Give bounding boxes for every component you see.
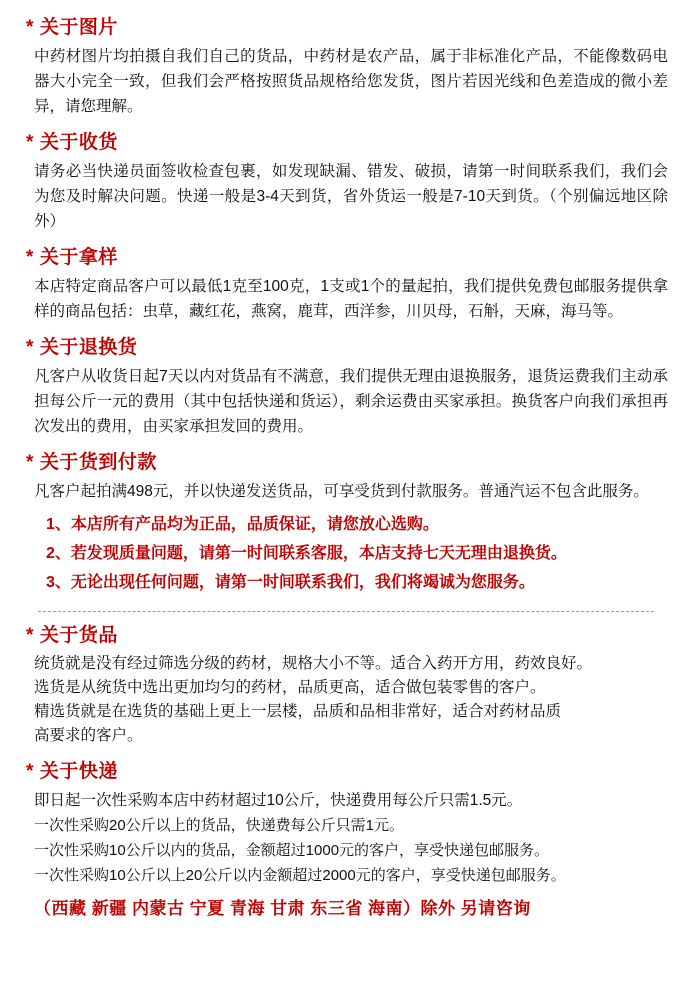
goods-line: 高要求的客户。: [34, 727, 143, 744]
section-heading-text: 关于图片: [39, 17, 118, 38]
shipping-exclusion-note: （西藏 新疆 内蒙古 宁夏 青海 甘肃 东三省 海南）除外 另请咨询: [34, 899, 531, 918]
list-item: 3、无论出现任何问题，请第一时间联系我们，我们将竭诚为您服务。: [46, 574, 535, 591]
shipping-line: 一次性采购10公斤以内的货品，金额超过1000元的客户，享受快递包邮服务。: [34, 842, 550, 859]
shipping-line: 即日起一次性采购本店中药材超过10公斤，快递费用每公斤只需1.5元。: [34, 792, 523, 809]
section-about-returns: [18, 334, 674, 439]
list-item: 1、本店所有产品均为正品，品质保证，请您放心选购。: [46, 516, 439, 533]
goods-line: 选货是从统货中选出更加均匀的药材，品质更高，适合做包装零售的客户。: [34, 679, 546, 696]
section-heading: [18, 244, 674, 272]
section-body: 凡客户从收货日起7天以内对货品有不满意，我们提供无理由退换服务，退货运费我们主动承担每公斤一元的费用（其中包括快递和货运），剩余运费由买家承担。换货客户向我们承担再次发出的费用，由买家承担发回的费用。: [34, 368, 668, 435]
section-body: 请务必当快递员面签收检查包裹，如发现缺漏、错发、破损，请第一时间联系我们，我们会为您及时解决问题。快递一般是3-4天到货，省外货运一般是7-10天到货。（个别偏远地区除外）: [34, 163, 668, 230]
section-heading-text: 关于快递: [39, 761, 118, 782]
section-about-shipping: [18, 758, 674, 922]
section-heading: [18, 129, 674, 157]
section-heading: [18, 334, 674, 362]
section-about-images: [18, 14, 674, 119]
star-icon: *: [26, 17, 34, 38]
dashed-divider: [38, 611, 654, 612]
section-heading: [18, 622, 674, 650]
section-about-goods: [18, 622, 674, 748]
section-heading: [18, 449, 674, 477]
goods-line: 精选货就是在选货的基础上更上一层楼，品质和品相非常好，适合对药材品质: [34, 703, 562, 720]
section-about-samples: [18, 244, 674, 324]
section-cash-on-delivery: [18, 449, 674, 597]
section-body: 凡客户起拍满498元，并以快递发送货品，可享受货到付款服务。普通汽运不包含此服务。: [34, 483, 649, 500]
shipping-line: 一次性采购10公斤以上20公斤以内金额超过2000元的客户，享受快递包邮服务。: [34, 867, 566, 884]
section-body: 本店特定商品客户可以最低1克至100克，1支或1个的量起拍，我们提供免费包邮服务提供拿样的商品包括：虫草，藏红花，燕窝，鹿茸，西洋参，川贝母，石斛，天麻，海马等。: [34, 278, 668, 320]
star-icon: *: [26, 625, 34, 646]
star-icon: *: [26, 132, 34, 153]
section-heading-text: 关于退换货: [39, 337, 138, 358]
section-body: 中药材图片均拍摄自我们自己的货品，中药材是农产品，属于非标准化产品，不能像数码电器大小完全一致，但我们会严格按照货品规格给您发货，图片若因光线和色差造成的微小差异，请您理解。: [34, 48, 668, 115]
section-heading-text: 关于货品: [39, 625, 118, 646]
star-icon: *: [26, 337, 34, 358]
shipping-line: 一次性采购20公斤以上的货品，快递费每公斤只需1元。: [34, 817, 405, 834]
star-icon: *: [26, 247, 34, 268]
section-heading: [18, 758, 674, 786]
shipping-lines: [18, 788, 674, 888]
list-item: 2、若发现质量问题，请第一时间联系客服，本店支持七天无理由退换货。: [46, 545, 567, 562]
goods-line: 统货就是没有经过筛选分级的药材，规格大小不等。适合入药开方用，药效良好。: [34, 655, 593, 672]
goods-lines: [18, 652, 674, 748]
section-heading-text: 关于货到付款: [39, 452, 157, 473]
star-icon: *: [26, 761, 34, 782]
section-heading-text: 关于收货: [39, 132, 118, 153]
star-icon: *: [26, 452, 34, 473]
section-about-receiving: [18, 129, 674, 234]
cod-list: [18, 510, 674, 597]
section-heading-text: 关于拿样: [39, 247, 118, 268]
section-heading: [18, 14, 674, 42]
